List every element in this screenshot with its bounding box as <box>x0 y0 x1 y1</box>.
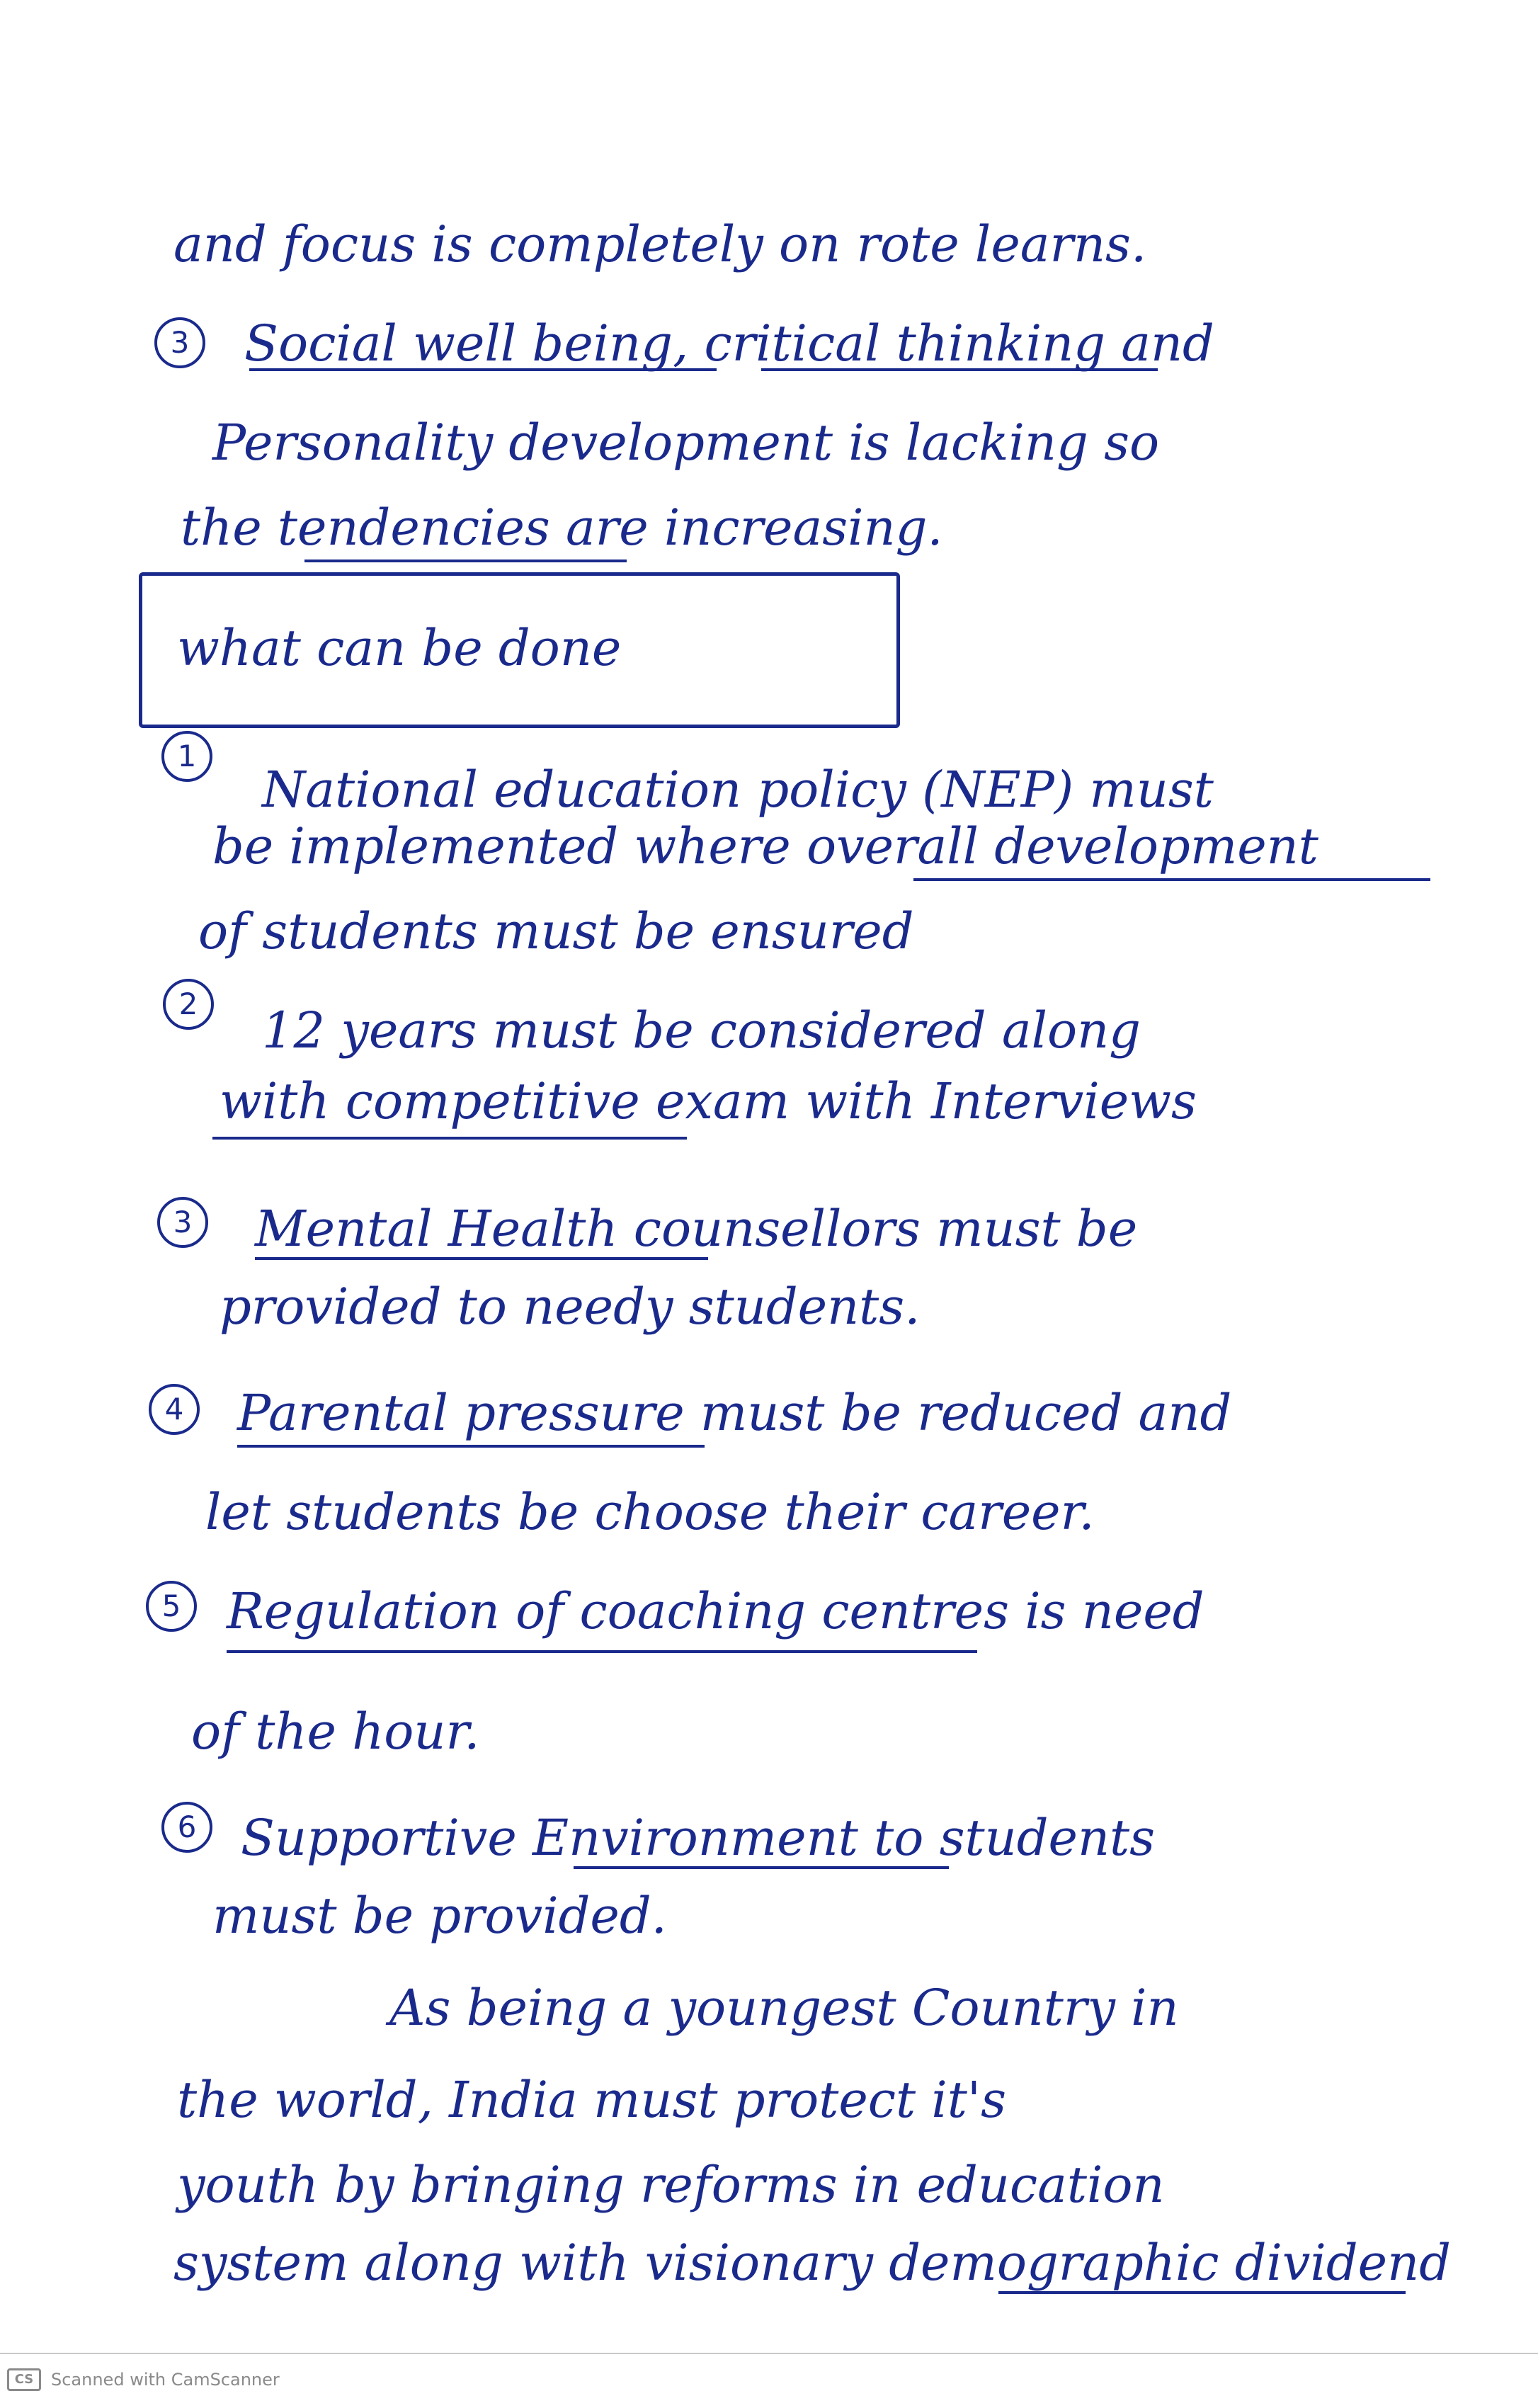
section-heading: what can be done <box>177 619 622 677</box>
heading-box <box>139 572 900 728</box>
underline <box>304 560 627 562</box>
underline <box>255 1257 708 1260</box>
underline <box>249 368 717 371</box>
point-number-marker: 1 <box>161 731 212 782</box>
point-number-marker: 5 <box>146 1581 197 1632</box>
text-line: with competitive exam with Interviews <box>220 1072 1197 1130</box>
point-number-marker: 2 <box>163 979 214 1030</box>
text-line: National education policy (NEP) must <box>262 761 1214 819</box>
text-line: of students must be ensured <box>198 902 914 960</box>
text-line: provided to needy students. <box>220 1278 921 1336</box>
underline <box>237 1445 705 1448</box>
underline <box>761 368 1158 371</box>
underline <box>574 1866 949 1869</box>
text-line: must be provided. <box>212 1887 667 1945</box>
underline <box>227 1650 977 1653</box>
camscanner-logo-icon: CS <box>7 2368 41 2391</box>
text-line: the tendencies are increasing. <box>181 499 943 557</box>
underline <box>913 878 1430 881</box>
text-line: the world, India must protect it's <box>177 2071 1007 2129</box>
text-line: be implemented where overall development <box>212 817 1318 875</box>
text-line: Social well being, critical thinking and <box>244 314 1214 373</box>
text-line: let students be choose their career. <box>205 1483 1095 1541</box>
text-line: Regulation of coaching centres is need <box>227 1582 1204 1640</box>
point-number-marker: 6 <box>161 1802 212 1853</box>
underline <box>998 2291 1406 2294</box>
text-line: youth by bringing reforms in education <box>177 2156 1165 2214</box>
text-line: As being a youngest Country in <box>389 1979 1179 2037</box>
point-number-marker: 3 <box>157 1197 208 1248</box>
text-line: of the hour. <box>191 1703 480 1761</box>
footer-divider <box>0 2353 1538 2354</box>
text-line: Personality development is lacking so <box>212 414 1160 472</box>
text-line: Parental pressure must be reduced and <box>237 1384 1232 1442</box>
point-number-marker: 4 <box>149 1384 200 1435</box>
text-line: Supportive Environment to students <box>241 1809 1156 1867</box>
text-line: and focus is completely on rote learns. <box>173 215 1147 273</box>
text-line: Mental Health counsellors must be <box>255 1200 1138 1258</box>
point-number-marker: 3 <box>154 317 205 368</box>
underline <box>212 1137 687 1140</box>
scanner-watermark: Scanned with CamScanner <box>51 2370 280 2390</box>
text-line: system along with visionary demographic dividend <box>173 2234 1451 2292</box>
text-line: 12 years must be considered along <box>262 1001 1141 1060</box>
